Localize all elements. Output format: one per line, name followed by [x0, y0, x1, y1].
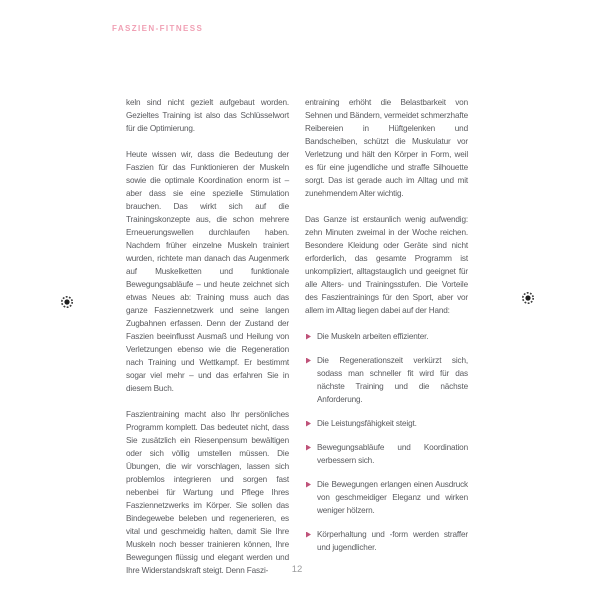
list-item	[305, 441, 468, 467]
registration-mark-left-icon	[60, 295, 74, 309]
registration-mark-right-icon	[521, 291, 535, 305]
list-item-text: Die Leistungsfähigkeit steigt.	[317, 419, 417, 428]
running-header: FASZIEN-FITNESS	[112, 24, 204, 33]
list-item-text: Die Muskeln arbeiten effizienter.	[317, 332, 429, 341]
paragraph: keln sind nicht gezielt aufgebaut worden. Gezieltes Training ist also das Schlüsselwort für die Optimierung.	[126, 98, 289, 133]
bullet-arrow-icon	[306, 482, 311, 488]
page-number: 12	[291, 564, 303, 575]
text-columns	[126, 96, 468, 577]
paragraph: Das Ganze ist erstaunlich wenig aufwendig: zehn Minuten zweimal in der Woche reichen. Besondere Kleidung oder Geräte sind nicht erforderlich, das gesamte Programm ist unkompliziert, alltagstauglich und geeignet für alle Alters- und Trainingsstufen. Die Vorteile des Faszientrainings für den Sport, aber vor allem im Alltag liegen dabei auf der Hand:	[305, 215, 468, 315]
bullet-arrow-icon	[306, 421, 311, 427]
paragraph: entraining erhöht die Belastbarkeit von Sehnen und Bändern, vermeidet schmerzhafte Reibereien in Hüftgelenken und Bandscheiben, schützt die Muskulatur vor Verletzung und hält den Körper in Form, weil es für eine jugendliche und straffe Silhouette sorgt. Das ist gerade auch im Alltag und mit zunehmendem Alter wichtig.	[305, 98, 469, 198]
list-item	[305, 417, 468, 430]
bullet-arrow-icon	[306, 445, 311, 451]
list-item	[305, 528, 468, 554]
benefits-list	[305, 330, 468, 554]
bullet-arrow-icon	[306, 532, 311, 538]
bullet-arrow-icon	[306, 358, 311, 364]
paragraph: Heute wissen wir, dass die Bedeutung der Faszien für das Funktionieren der Muskeln sowie die optimale Koordination enorm ist – aber dass sie eine spezielle Stimulation brauchen. Das wirkt sich auf die Trainingskonzepte aus, die schon mehrere Erneuerungswellen durchlaufen haben. Nachdem früher einzelne Muskeln trainiert wurden, richtete man danach das Augenmerk auf Muskelketten und funktionale Bewegungsabläufe – und heute zeichnet sich etwas Neues ab: Training muss auch das ganze Fasziennetzwerk und seine langen Zugbahnen erfassen. Denn der Zustand der Faszien beeinflusst Ausmaß und Heilung von Verletzungen ebenso wie die Regeneration nach Training und Wettkampf. Er bestimmt sogar viel mehr – und das erfahren Sie in diesem Buch.	[126, 150, 289, 393]
paragraph: Faszientraining macht also Ihr persönliches Programm komplett. Das bedeutet nicht, dass Sie zusätzlich ein Riesenpensum bewältigen oder sich völlig umstellen müssen. Die Übungen, die wir vorschlagen, lassen sich problemlos integrieren und sorgen fast nebenbei für Wartung und Pflege Ihres Fasziennetzwerks im Körper. Sie sollen das Bindegewebe beleben und regenerieren, es vital und geschmeidig halten, damit Sie Ihre Muskeln noch besser trainieren können, Ihre Bewegungen flüssig und elegant werden und Ihre Widerstandskraft steigt. Denn Faszi-	[126, 410, 289, 575]
list-item	[305, 330, 468, 343]
list-item-text: Körperhaltung und -form werden straffer und jugendlicher.	[317, 530, 468, 552]
list-item	[305, 354, 468, 406]
right-column	[305, 96, 468, 577]
bullet-arrow-icon	[306, 334, 311, 340]
list-item	[305, 478, 468, 517]
list-item-text: Bewegungsabläufe und Koordination verbessern sich.	[317, 443, 468, 465]
list-item-text: Die Regenerationszeit verkürzt sich, sodass man schneller fit wird für das nächste Training und die nächste Anforderung.	[317, 356, 468, 404]
list-item-text: Die Bewegungen erlangen einen Ausdruck von geschmeidiger Eleganz und wirken weniger hölzern.	[317, 480, 468, 515]
left-column	[126, 96, 289, 577]
